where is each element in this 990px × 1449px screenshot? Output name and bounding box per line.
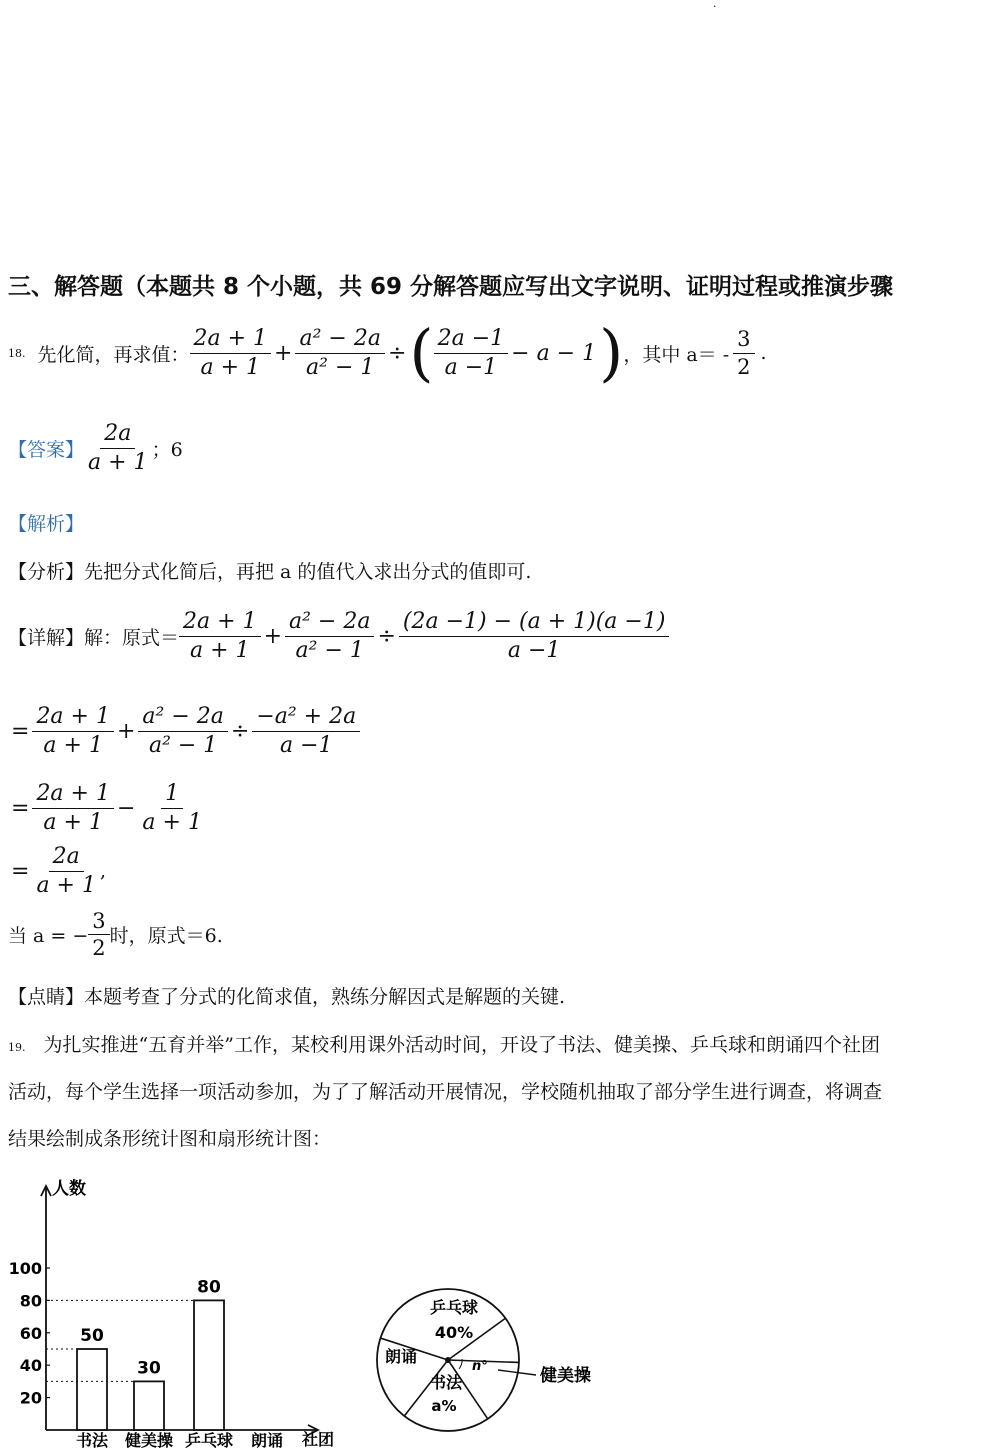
step3-fraction-2 xyxy=(138,780,206,836)
pie-label-pingpong: 乒乓球 xyxy=(429,1298,479,1317)
x-tick-label: 书法 xyxy=(75,1431,109,1449)
pie-label-aerobics: 健美操 xyxy=(540,1366,591,1386)
detail-line xyxy=(8,608,669,664)
left-paren: ( xyxy=(409,316,434,389)
numerator: 2a + 1 xyxy=(32,703,114,732)
answer-fraction xyxy=(84,420,152,476)
answer-tail: ；6 xyxy=(151,438,183,461)
bar-chart xyxy=(0,1168,360,1449)
denominator: a + 1 xyxy=(190,637,250,663)
numerator: 3 xyxy=(733,326,754,353)
numerator: a² − 2a xyxy=(138,703,227,732)
step3-line xyxy=(8,780,206,836)
x-axis-label: 社团 xyxy=(302,1430,335,1449)
q18-prompt: 先化简，再求值： xyxy=(37,343,190,366)
x-tick-label: 朗诵 xyxy=(250,1431,284,1449)
pie-label-calligraphy: 书法 xyxy=(429,1373,463,1392)
step4-fraction xyxy=(32,843,100,899)
q19-text-2: 活动，每个学生选择一项活动参加，为了了解活动开展情况，学校随机抽取了部分学生进行调查，将调查 xyxy=(8,1081,883,1103)
pie-value-pingpong: 40% xyxy=(434,1323,474,1342)
step2-fraction-2 xyxy=(138,703,227,759)
q18-number: 18. xyxy=(8,346,26,360)
step5-fraction xyxy=(88,908,109,962)
page-marker: · xyxy=(713,0,717,13)
detail-label: 【详解】 xyxy=(8,626,85,649)
denominator: a + 1 xyxy=(43,809,103,835)
step5-line xyxy=(8,908,223,962)
numerator: 2a xyxy=(100,420,135,449)
pie-center-dot xyxy=(445,1357,451,1363)
q19-number: 19. xyxy=(8,1041,26,1054)
plus-sign: + xyxy=(116,718,136,744)
denominator: a + 1 xyxy=(36,872,96,898)
step5-suffix: 时，原式＝6. xyxy=(109,925,223,948)
equals-sign: = xyxy=(11,718,30,744)
q19-text-1: 为扎实推进“五育并举”工作，某校利用课外活动时间，开设了书法、健美操、乒乓球和朗诵四个社团 xyxy=(43,1034,880,1056)
denominator: a + 1 xyxy=(43,732,103,758)
numerator: 2a + 1 xyxy=(32,780,114,809)
step2-fraction-1 xyxy=(32,703,114,759)
minus-terms: − a − 1 xyxy=(511,340,597,366)
y-tick-label: 100 xyxy=(8,1259,42,1278)
q18-line xyxy=(8,316,767,389)
pie-label-recitation: 朗诵 xyxy=(384,1347,418,1366)
step2-fraction-3 xyxy=(252,703,360,759)
dianjing-text: 本题考查了分式的化简求值，熟练分解因式是解题的关键. xyxy=(84,986,566,1008)
step4-line xyxy=(8,843,106,899)
pie-value-calligraphy: a% xyxy=(431,1397,457,1415)
answer-label: 【答案】 xyxy=(8,438,85,461)
denominator: 2 xyxy=(92,936,106,961)
q18-condition: ，其中 a＝ - xyxy=(623,343,730,366)
q19-text-3: 结果绘制成条形统计图和扇形统计图： xyxy=(8,1128,332,1150)
dianjing-line xyxy=(8,982,565,1009)
bar-value-label: 80 xyxy=(197,1277,221,1298)
step1-fraction-1 xyxy=(179,608,261,664)
q19-line-1 xyxy=(8,1030,880,1057)
minus-sign: − xyxy=(116,795,136,821)
pie-chart xyxy=(368,1280,618,1449)
numerator: 3 xyxy=(88,908,109,935)
equals-sign: = xyxy=(11,858,30,884)
numerator: 2a −1 xyxy=(434,325,509,354)
numerator: 2a xyxy=(49,843,84,872)
section-title: 三、解答题（本题共 8 个小题，共 69 分解答题应写出文字说明、证明过程或推演步骤 xyxy=(8,274,894,300)
numerator: (2a −1) − (a + 1)(a −1) xyxy=(399,608,670,637)
divide-sign: ÷ xyxy=(387,340,407,366)
denominator: a −1 xyxy=(444,354,498,380)
x-tick-label: 健美操 xyxy=(124,1431,174,1449)
step2-line xyxy=(8,703,360,759)
denominator: a² − 1 xyxy=(306,354,375,380)
period: . xyxy=(760,342,767,364)
divide-sign: ÷ xyxy=(230,718,250,744)
bar-value-label: 30 xyxy=(137,1358,161,1379)
y-axis-label: 人数 xyxy=(52,1179,86,1199)
condition-fraction xyxy=(733,326,754,380)
step3-fraction-1 xyxy=(32,780,114,836)
numerator: −a² + 2a xyxy=(252,703,360,732)
fenxi-line xyxy=(8,557,531,584)
denominator: a + 1 xyxy=(88,449,148,475)
bar-value-label: 50 xyxy=(80,1326,104,1346)
denominator: a² − 1 xyxy=(148,732,218,758)
equals-sign: = xyxy=(11,795,30,821)
denominator: a −1 xyxy=(507,637,561,663)
numerator: 1 xyxy=(161,780,183,809)
right-paren: ) xyxy=(599,316,624,389)
bar xyxy=(77,1349,107,1430)
numerator: a² − 2a xyxy=(295,325,384,354)
answer-line xyxy=(8,420,183,476)
denominator: a + 1 xyxy=(142,809,202,835)
pie-angle-label: n° xyxy=(472,1359,488,1374)
denominator: 2 xyxy=(737,354,751,379)
step1-fraction-2 xyxy=(285,608,374,664)
y-tick-label: 40 xyxy=(19,1356,42,1376)
x-tick-label: 乒乓球 xyxy=(184,1431,234,1449)
plus-sign: + xyxy=(274,340,293,366)
y-tick-label: 60 xyxy=(19,1323,42,1343)
numerator: 2a + 1 xyxy=(190,325,272,354)
bar xyxy=(194,1300,224,1430)
q18-fraction-2 xyxy=(295,325,384,381)
analysis-label: 【解析】 xyxy=(8,513,85,535)
step1-fraction-3 xyxy=(399,608,670,664)
y-tick-label: 80 xyxy=(19,1291,42,1311)
numerator: a² − 2a xyxy=(285,608,374,637)
detail-prefix: 解：原式＝ xyxy=(84,626,180,649)
step5-prefix: 当 a = − xyxy=(8,925,89,948)
q18-fraction-3 xyxy=(434,325,509,381)
dianjing-label: 【点睛】 xyxy=(8,986,85,1008)
bar xyxy=(134,1381,164,1430)
fenxi-label: 【分析】 xyxy=(8,561,85,583)
denominator: a + 1 xyxy=(200,354,261,380)
plus-sign: + xyxy=(263,623,282,649)
comma: , xyxy=(99,860,107,882)
numerator: 2a + 1 xyxy=(179,608,261,637)
fenxi-text: 先把分式化简后，再把 a 的值代入求出分式的值即可. xyxy=(84,561,532,583)
q18-fraction-1 xyxy=(190,325,272,381)
divide-sign: ÷ xyxy=(377,623,396,649)
y-tick-label: 20 xyxy=(19,1388,42,1408)
denominator: a² − 1 xyxy=(295,637,364,663)
denominator: a −1 xyxy=(279,732,333,758)
